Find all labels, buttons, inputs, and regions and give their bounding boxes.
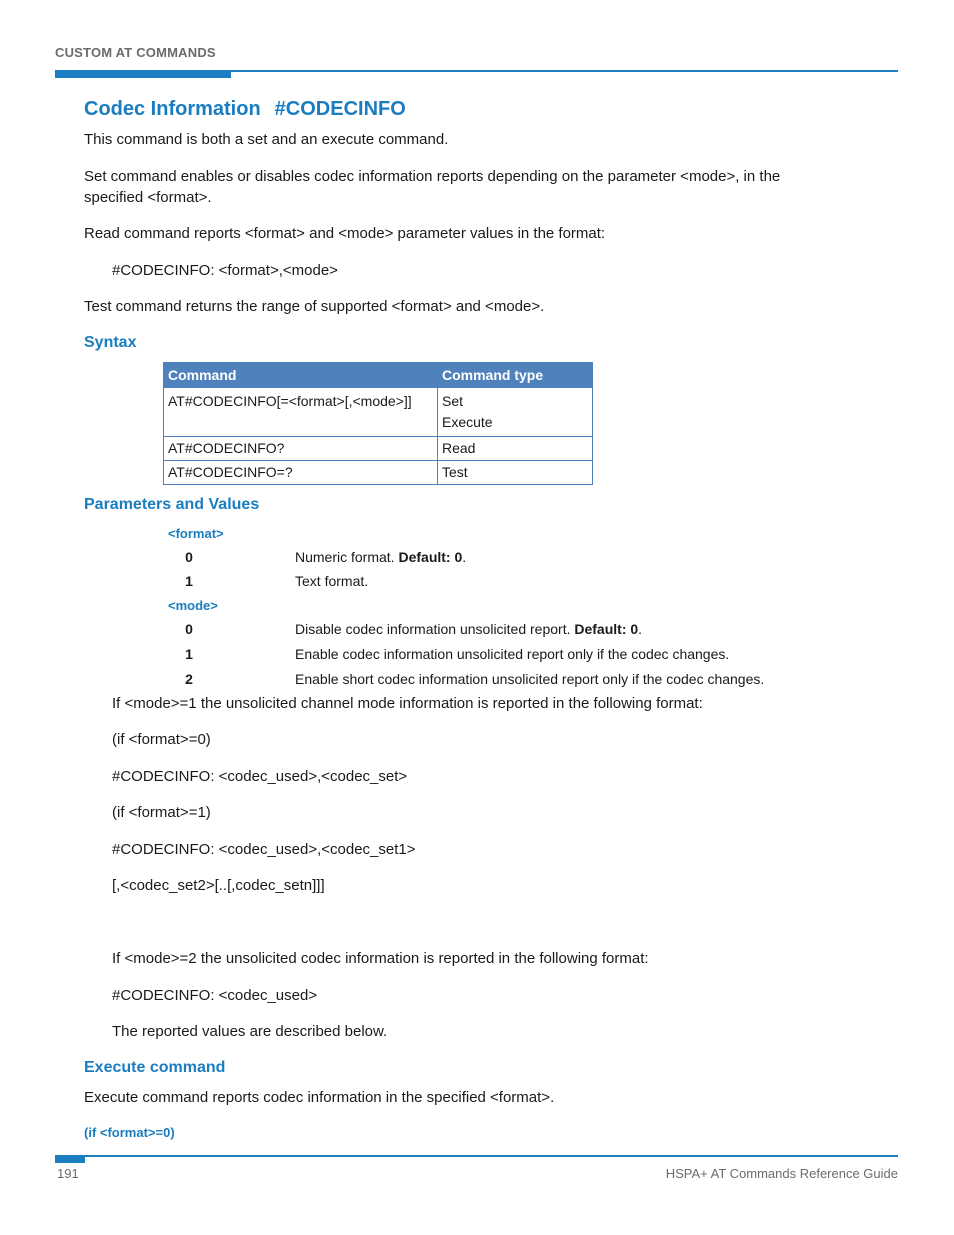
table-cell-command: AT#CODECINFO? <box>164 437 438 461</box>
table-row <box>164 461 593 485</box>
unsolicited-text: The reported values are described below. <box>112 1023 388 1040</box>
param-description: Enable short codec information unsolicited report only if the codec changes. <box>295 671 765 687</box>
param-description: Disable codec information unsolicited report. Default: 0. <box>295 621 643 637</box>
param-label-mode: <mode> <box>168 598 218 613</box>
section-title-name: Codec Information <box>84 98 261 120</box>
header-accent-bar <box>55 70 231 78</box>
execute-sublabel: (if <format>=0) <box>84 1125 175 1140</box>
param-value: 1 <box>185 573 193 589</box>
syntax-table <box>163 362 593 485</box>
intro-paragraph: Set command enables or disables codec information reports depending on the parameter <mode>, in the <box>84 168 781 185</box>
execute-text: Execute command reports codec information in the specified <format>. <box>84 1089 555 1106</box>
syntax-heading: Syntax <box>84 334 137 351</box>
param-description: Text format. <box>295 573 369 589</box>
running-header: CUSTOM AT COMMANDS <box>55 45 216 60</box>
intro-format-example: #CODECINFO: <format>,<mode> <box>112 262 338 279</box>
param-label-format: <format> <box>168 526 224 541</box>
footer-accent-bar <box>55 1155 85 1163</box>
unsolicited-text: If <mode>=1 the unsolicited channel mode information is reported in the following format: <box>112 695 703 712</box>
execute-heading: Execute command <box>84 1059 226 1076</box>
table-cell-type-line: Execute <box>442 414 493 430</box>
intro-paragraph: Test command returns the range of supported <format> and <mode>. <box>84 298 545 315</box>
table-header-command-type: Command type <box>438 363 593 388</box>
unsolicited-text: #CODECINFO: <codec_used>,<codec_set1> <box>112 841 416 858</box>
param-description: Enable codec information unsolicited report only if the codec changes. <box>295 646 730 662</box>
table-cell-command: AT#CODECINFO[=<format>[,<mode>]] <box>164 388 438 437</box>
param-value: 1 <box>185 646 193 662</box>
param-value: 2 <box>185 671 193 687</box>
page-number: 191 <box>57 1166 79 1181</box>
param-value: 0 <box>185 549 193 565</box>
param-value: 0 <box>185 621 193 637</box>
footer-rule <box>55 1155 898 1157</box>
table-header-command: Command <box>164 363 438 388</box>
footer-document-title: HSPA+ AT Commands Reference Guide <box>665 1166 898 1181</box>
table-cell-type: Read <box>438 437 593 461</box>
section-title-command: #CODECINFO <box>274 98 406 120</box>
intro-paragraph: This command is both a set and an execute command. <box>84 131 449 148</box>
unsolicited-text: #CODECINFO: <codec_used>,<codec_set> <box>112 768 408 785</box>
table-row <box>164 388 593 437</box>
table-cell-type <box>438 388 593 437</box>
unsolicited-text: [,<codec_set2>[..[,codec_setn]]] <box>112 877 325 894</box>
unsolicited-text: (if <format>=0) <box>112 731 211 748</box>
table-header-row <box>164 363 593 388</box>
intro-paragraph: specified <format>. <box>84 189 212 206</box>
table-cell-command: AT#CODECINFO=? <box>164 461 438 485</box>
unsolicited-text: (if <format>=1) <box>112 804 211 821</box>
intro-paragraph: Read command reports <format> and <mode> parameter values in the format: <box>84 225 606 242</box>
unsolicited-text: #CODECINFO: <codec_used> <box>112 987 318 1004</box>
table-cell-type-line: Set <box>442 393 464 409</box>
table-cell-type: Test <box>438 461 593 485</box>
parameters-heading: Parameters and Values <box>84 496 260 513</box>
unsolicited-text: If <mode>=2 the unsolicited codec information is reported in the following format: <box>112 950 649 967</box>
section-title <box>84 98 406 121</box>
table-row <box>164 437 593 461</box>
param-description: Numeric format. Default: 0. <box>295 549 467 565</box>
